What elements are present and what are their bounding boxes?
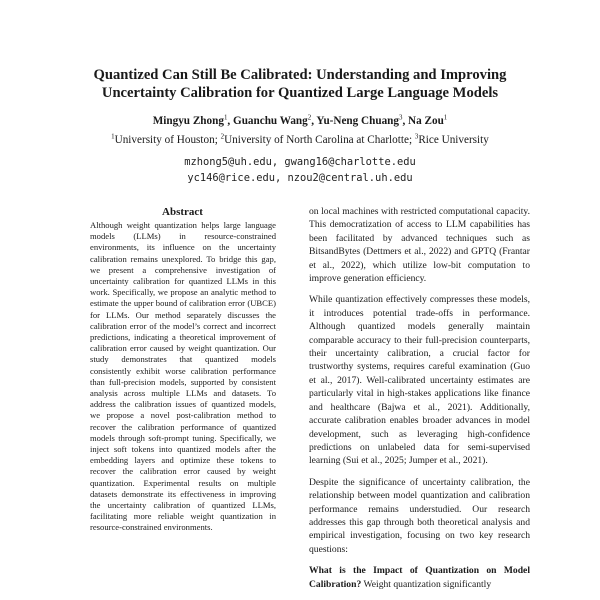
intro-column [309, 205, 530, 599]
author-name: Na Zou [408, 115, 444, 127]
body-paragraph: While quantization effectively compresses these models, it introduces potential trade-offs in performance. Although quantized models generally maintain comparable accuracy to their full-precision counterparts, their uncertainty calibration, a crucial factor for trustworthy systems, requires careful examination (Guo et al., 2017). Well-calibrated uncertainty estimates are particularly vital in high-stakes applications like finance and healthcare (Bajwa et al., 2021). Additionally, accurate calibration enables broader advances in model development, such as leveraging high-confidence predictions on unlabeled data for semi-supervised learning (Sui et al., 2025; Jumper et al., 2021). [309, 294, 530, 467]
author-list: Mingyu Zhong$^1$, Guanchu Wang$^2$, Yu-Neng Chuang$^3$, Na Zou$^1$ [152, 113, 448, 127]
affiliation-list: $^1$University of Houston; $^2$University of North Carolina at Charlotte; $^3$Rice University [111, 132, 489, 146]
body-paragraph: Despite the significance of uncertainty calibration, the relationship between model quantization and calibration performance remains understudied. Our research addresses this gap through both theoretical analysis and empirical investigation, focusing on two key research questions: [309, 476, 530, 555]
title-line-2: Uncertainty Calibration for Quantized Large Language Models [101, 85, 499, 101]
email-line-1: mzhong5@uh.edu, gwang16@charlotte.edu [184, 156, 416, 168]
abstract-text: Although weight quantization helps large language models (LLMs) in resource-constrained environments, its influence on the uncertainty calibration remains unexplored. To bridge this gap, we present a comprehensive investigation of uncertainty calibration for quantized LLMs in this work. Specifically, we propose an analytic method to estimate the upper bound of calibration error (UBCE) for LLMs. Our method separately discusses the calibration error of the model’s correct and incorrect predictions, indicating a theoretical improvement of calibration error caused by weight quantization. Our study demonstrates that quantized models consistently exhibit worse calibration performance than full-precision models, supported by consistent analysis across multiple LLMs and datasets. To address the calibration issues of quantized models, we propose a novel post-calibration method to recover the calibration performance of quantized models through soft-prompt tuning. Specifically, we inject soft tokens into quantized models after the embedding layers and optimize these tokens to recover the calibration error caused by weight quantization. Experimental results on multiple datasets demonstrate its effectiveness in improving the uncertainty calibration of quantized LLMs, facilitating more reliable weight quantization in resource-constrained environments. [90, 220, 276, 533]
author-name: Mingyu Zhong [152, 115, 224, 127]
affil-mark: 1 [111, 132, 115, 141]
affil-mark: 3 [414, 132, 419, 141]
author-name: Yu-Neng Chuang [316, 115, 399, 127]
affiliation: University of North Carolina at Charlotte [224, 134, 409, 146]
author-affil-mark: 3 [398, 113, 403, 122]
affiliation: University of Houston [114, 134, 215, 146]
affil-mark: 2 [220, 132, 225, 141]
paper-title [40, 66, 560, 102]
email-line-2: yc146@rice.edu, nzou2@central.uh.edu [187, 172, 413, 184]
abstract-heading: Abstract [162, 206, 203, 218]
title-line-1: Quantized Can Still Be Calibrated: Understanding and Improving [93, 67, 507, 83]
author-affil-mark: 1 [443, 113, 448, 122]
author-affil-mark: 2 [307, 113, 312, 122]
paragraph-text: Weight quantization significantly [363, 578, 492, 590]
affiliation: Rice University [418, 134, 489, 146]
author-affil-mark: 1 [223, 113, 228, 122]
body-paragraph: on local machines with restricted computational capacity. This democratization of access to LLM capabilities has been facilitated by advanced techniques such as BitsandBytes (Dettmers et al., 2022) and GPTQ (Frantar et al., 2022), which utilize low-bit computation to improve generation efficiency. [309, 206, 530, 285]
paragraph-heading: What is the Impact of Quantization on Model Calibration? [309, 565, 530, 590]
email-list [40, 154, 560, 186]
author-name: Guanchu Wang [233, 115, 308, 127]
body-paragraph [309, 564, 530, 591]
